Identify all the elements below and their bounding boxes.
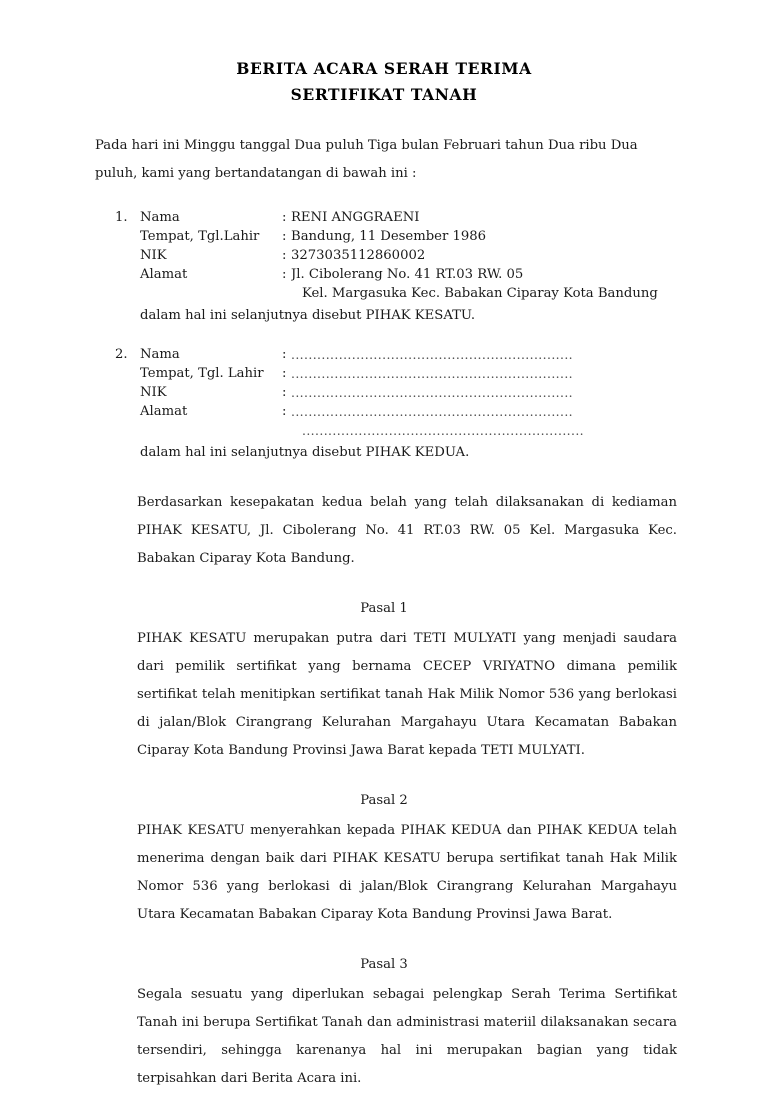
party-closing-statement: dalam hal ini selanjutnya disebut PIHAK KESATU. — [140, 308, 476, 323]
article-section-1 — [0, 595, 768, 765]
field-value-blank[interactable]: ................................................................. — [291, 347, 574, 362]
field-value-blank-continuation[interactable]: ................................................................. — [302, 423, 585, 438]
field-row-nama — [140, 345, 688, 364]
field-colon: : — [282, 248, 287, 263]
field-value-blank[interactable]: ................................................................. — [291, 366, 574, 381]
field-value: Jl. Cibolerang No. 41 RT.03 RW. 05 — [291, 267, 524, 282]
field-colon: : — [282, 210, 287, 225]
field-row-nama — [140, 208, 688, 227]
page-title-line-2: SERTIFIKAT TANAH — [290, 85, 478, 104]
article-body: PIHAK KESATU menyerahkan kepada PIHAK KEDUA dan PIHAK KEDUA telah menerima dengan baik dari PIHAK KESATU berupa sertifikat tanah Hak Milik Nomor 536 yang berlokasi di jalan/Blok Cirangrang Kelurahan Margahayu Utara Kecamatan Babakan Ciparay Kota Bandung Provinsi Jawa Barat. — [137, 823, 677, 922]
field-label: Alamat — [140, 404, 188, 419]
party-block-first — [115, 208, 688, 326]
article-heading: Pasal 2 — [360, 793, 408, 808]
field-label: Tempat, Tgl.Lahir — [140, 229, 260, 244]
field-colon: : — [282, 347, 287, 362]
preamble-paragraph: Berdasarkan kesepakatan kedua belah yang telah dilaksanakan di kediaman PIHAK KESATU, Jl. Cibolerang No. 41 RT.03 RW. 05 Kel. Margasuka Kec. Babakan Ciparay Kota Bandung. — [137, 495, 677, 566]
field-value-continuation: Kel. Margasuka Kec. Babakan Ciparay Kota Bandung — [302, 286, 658, 301]
field-value: Bandung, 11 Desember 1986 — [291, 229, 487, 244]
field-row-nik — [140, 383, 688, 402]
field-label: NIK — [140, 248, 167, 263]
article-heading: Pasal 3 — [360, 957, 408, 972]
field-colon: : — [282, 229, 287, 244]
field-row-tempat-tgl-lahir — [140, 364, 688, 383]
field-label: Nama — [140, 210, 180, 225]
article-body: PIHAK KESATU merupakan putra dari TETI MULYATI yang menjadi saudara dari pemilik sertifikat yang bernama CECEP VRIYATNO dimana pemilik sertifikat telah menitipkan sertifikat tanah Hak Milik Nomor 536 yang berlokasi di jalan/Blok Cirangrang Kelurahan Margahayu Utara Kecamatan Babakan Ciparay Kota Bandung Provinsi Jawa Barat kepada TETI MULYATI. — [137, 631, 677, 758]
field-label: Nama — [140, 347, 180, 362]
party-block-second — [115, 345, 688, 463]
field-value: RENI ANGGRAENI — [291, 210, 420, 225]
field-colon: : — [282, 385, 287, 400]
field-colon: : — [282, 404, 287, 419]
field-label: Tempat, Tgl. Lahir — [140, 366, 264, 381]
field-value-blank[interactable]: ................................................................. — [291, 385, 574, 400]
article-body: Segala sesuatu yang diperlukan sebagai pelengkap Serah Terima Sertifikat Tanah ini berupa Sertifikat Tanah dan administrasi materiil dilaksanakan secara tersendiri, sehingga karenanya hal ini merupakan bagian yang tidak terpisahkan dari Berita Acara ini. — [137, 987, 677, 1086]
field-value-blank[interactable]: ................................................................. — [291, 404, 574, 419]
party-number: 2. — [115, 347, 128, 362]
article-section-3 — [0, 951, 768, 1093]
field-value: 3273035112860002 — [291, 248, 426, 263]
document-title-block — [0, 0, 768, 108]
field-colon: : — [282, 366, 287, 381]
field-row-tempat-tgl-lahir — [140, 227, 688, 246]
parties-section — [0, 208, 768, 463]
article-section-2 — [0, 787, 768, 929]
field-row-alamat — [140, 402, 688, 421]
party-number: 1. — [115, 210, 128, 225]
field-row-alamat — [140, 265, 688, 284]
party-field-list — [140, 345, 688, 440]
party-field-list — [140, 208, 688, 303]
opening-paragraph: Pada hari ini Minggu tanggal Dua puluh Tiga bulan Februari tahun Dua ribu Dua puluh, kami yang bertandatangan di bawah ini : — [95, 138, 638, 181]
page-title-line-1: BERITA ACARA SERAH TERIMA — [236, 59, 532, 78]
field-row-nik — [140, 246, 688, 265]
field-colon: : — [282, 267, 287, 282]
field-label: NIK — [140, 385, 167, 400]
field-label: Alamat — [140, 267, 188, 282]
party-closing-statement: dalam hal ini selanjutnya disebut PIHAK KEDUA. — [140, 445, 470, 460]
article-heading: Pasal 1 — [360, 601, 408, 616]
